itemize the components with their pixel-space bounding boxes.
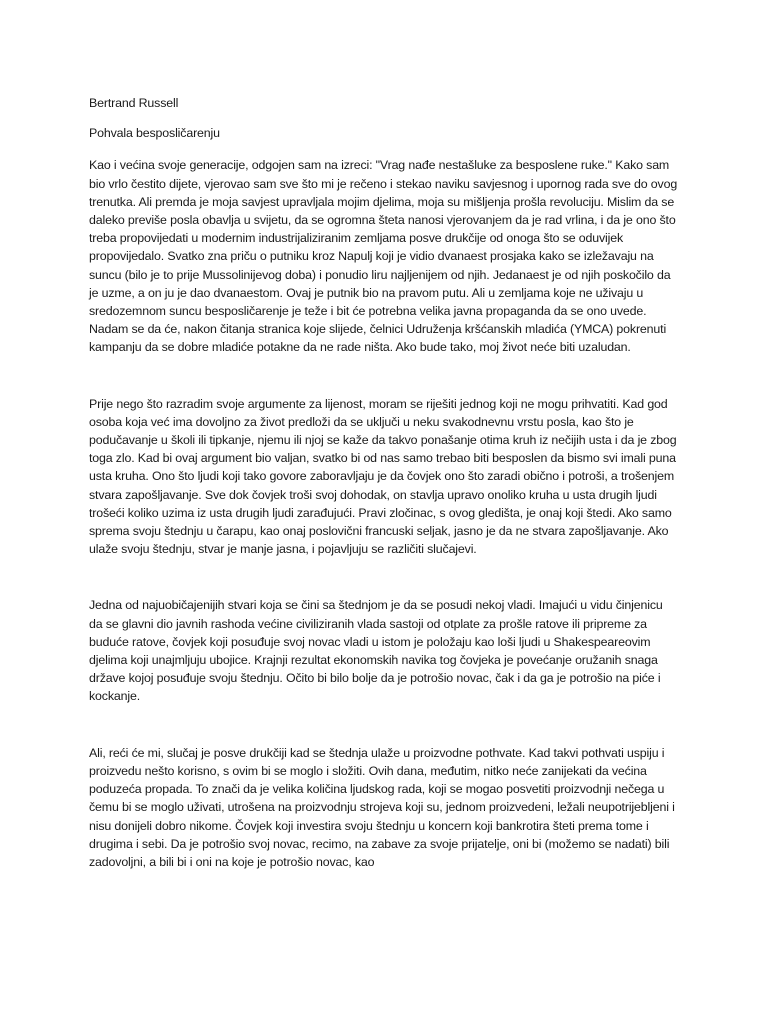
paragraph-1: Kao i većina svoje generacije, odgojen sam na izreci: "Vrag nađe nestašluke za besposlene ruke." Kako sam bio vrlo čestito dijete, vjerovao sam sve što mi je rečeno i stekao naviku savjesnog i upornog rada sve do ovog trenutka. Ali premda je moja savjest upravljala mojim djelima, moja su mišljenja prošla revoluciju. Mislim da se daleko previše posla obavlja u svijetu, da se ogromna šteta nanosi vjerovanjem da je rad vrlina, i da je ono što treba propovijedati u modernim industrijaliziranim zemljama posve drukčije od onoga što se oduvijek propovijedalo. Svatko zna priču o putniku kroz Napulj koji je vidio dvanaest prosjaka kako se izležavaju na suncu (bilo je to prije Mussolinijevog doba) i ponudio liru najljenijem od njih. Jedanaest je od njih poskočilo da je uzme, a on ju je dao dvanaestom. Ovaj je putnik bio na pravom putu. Ali u zemljama koje ne uživaju u sredozemnom suncu besposličarenje je teže i bit će potrebna velika javna propaganda da se ono uvede. Nadam se da će, nakon čitanja stranica koje slijede, čelnici Udruženja kršćanskih mladića (YMCA) pokrenuti kampanju da se dobre mladiće potakne da ne rade ništa. Ako bude tako, moj život neće biti uzaludan. — [89, 158, 678, 355]
paragraph-3: Jedna od najuobičajenijih stvari koja se čini sa štednjom je da se posudi nekoj vladi. Imajući u vidu činjenicu da se glavni dio javnih rashoda većine civiliziranih vlada sastoji od otplate za prošle ratove ili pripreme za buduće ratove, čovjek koji posuđuje svoj novac vladi u istom je položaju kao loši ljudi u Shakespeareovim djelima koji unajmljuju ubojice. Krajnji rezultat ekonomskih navika tog čovjeka je povećanje oružanih snaga države kojoj posuđuje svoju štednju. Očito bi bilo bolje da je potrošio novac, čak i da ga je potrošio na piće i kockanje. — [89, 598, 663, 704]
document-page — [89, 94, 679, 871]
paragraph-2: Prije nego što razradim svoje argumente za lijenost, moram se riješiti jednog koji ne mogu prihvatiti. Kad god osoba koja već ima dovoljno za život predloži da se uključi u neku svakodnevnu vrstu posla, kao što je podučavanje u školi ili tipkanje, njemu ili njoj se kaže da takvo ponašanje otima kruh iz nečijih usta i da je zbog toga zlo. Kad bi ovaj argument bio valjan, svatko bi od nas samo trebao biti besposlen da bismo svi imali puna usta kruha. Ono što ljudi koji tako govore zaboravljaju je da čovjek ono što zaradi obično i potroši, a trošenjem stvara zapošljavanje. Sve dok čovjek troši svoj dohodak, on stavlja upravo onoliko kruha u usta drugih ljudi trošeći koliko uzima iz usta drugih ljudi zarađujući. Pravi zločinac, s ovog gledišta, je onaj koji štedi. Ako samo sprema svoju štednju u čarapu, kao onaj poslovični francuski seljak, jasno je da ne stvara zapošljavanje. Ako ulaže svoju štednju, stvar je manje jasna, i pojavljuju se različiti slučajevi. — [89, 396, 677, 557]
author-name: Bertrand Russell — [89, 96, 179, 110]
paragraph-4: Ali, reći će mi, slučaj je posve drukčiji kad se štednja ulaže u proizvodne pothvate. Kad takvi pothvati uspiju i proizvedu nešto korisno, s ovim bi se moglo i složiti. Ovih dana, međutim, nitko neće zanijekati da većina poduzeća propada. To znači da je velika količina ljudskog rada, koji se mogao posvetiti proizvodnji nečega u čemu bi se moglo uživati, utrošena na proizvodnju strojeva koji su, jednom proizvedeni, ležali neupotrijebljeni i nisu donijeli dobro nikome. Čovjek koji investira svoju štednju u koncern koji bankrotira šteti prema tome i drugima i sebi. Da je potrošio svoj novac, recimo, na zabave za svoje prijatelje, oni bi (možemo se nadati) bili zadovoljni, a bili bi i oni na koje je potrošio novac, kao — [89, 745, 675, 869]
document-title: Pohvala besposličarenju — [89, 126, 220, 141]
